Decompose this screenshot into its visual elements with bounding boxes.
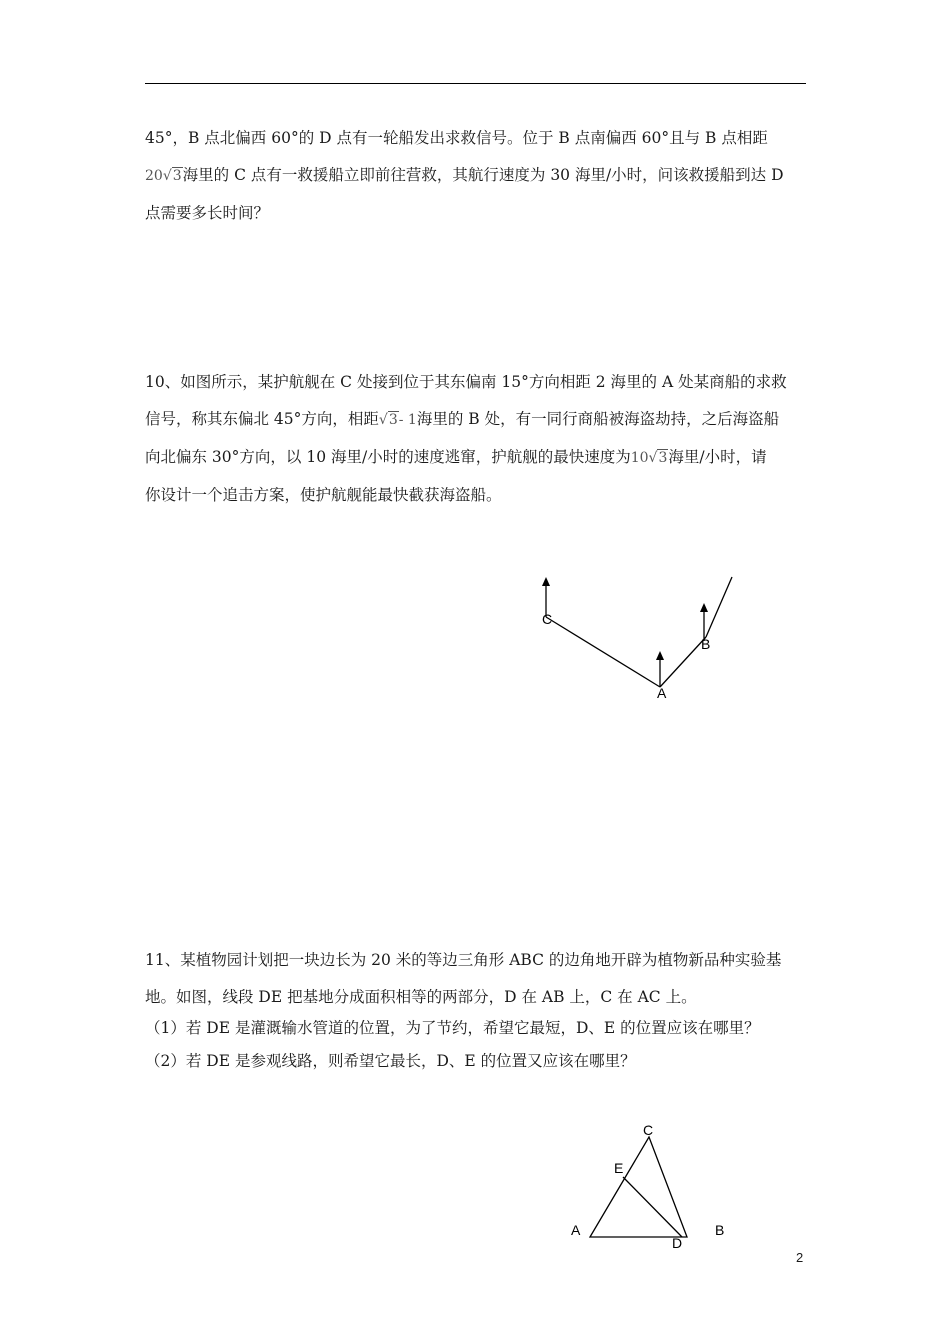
header-rule — [145, 83, 806, 84]
p9-line-1: 45°，B 点北偏西 60°的 D 点有一轮船发出求救信号。位于 B 点南偏西 60°且与 B 点相距 — [145, 129, 768, 147]
fig11-label-b: B — [715, 1222, 725, 1238]
p10-line-2: 信号，称其东偏北 45°方向，相距√3- 1海里的 B 处，有一同行商船被海盗劫持，之后海盗船 — [145, 410, 780, 428]
p10-line-3: 向北偏东 30°方向，以 10 海里/小时的速度逃窜，护航舰的最快速度为10√3海里/小时，请 — [145, 448, 767, 466]
fig11-label-a: A — [571, 1222, 581, 1238]
fig10-label-b: B — [701, 636, 711, 652]
p10-radicand-2: 3 — [658, 450, 668, 466]
fig11-label-c: C — [643, 1122, 654, 1138]
p10-line-3-a: 向北偏东 30°方向，以 10 海里/小时的速度逃窜，护航舰的最快速度为 — [145, 448, 631, 466]
p9-line-2-text: 海里的 C 点有一救援船立即前往营救，其航行速度为 30 海里/小时，问该救援船到达 D — [182, 166, 784, 184]
p11-line-2: 地。如图，线段 DE 把基地分成面积相等的两部分，D 在 AB 上，C 在 AC 上。 — [145, 988, 697, 1006]
p10-minus-one: - 1 — [398, 412, 417, 428]
fig11-label-e: E — [614, 1160, 624, 1176]
p10-line-2-a: 信号，称其东偏北 45°方向，相距 — [145, 410, 379, 428]
p9-line-2: 20√3海里的 C 点有一救援船立即前往营救，其航行速度为 30 海里/小时，问该救援船到达 D — [145, 166, 784, 184]
page-number: 2 — [796, 1250, 804, 1265]
p10-radicand-1: 3 — [388, 412, 398, 428]
p10-line-1: 10、如图所示，某护航舰在 C 处接到位于其东偏南 15°方向相距 2 海里的 A 处某商船的求救 — [145, 373, 787, 391]
p11-subquestion-1: （1）若 DE 是灌溉输水管道的位置，为了节约，希望它最短，D、E 的位置应该在哪里？ — [145, 1019, 760, 1037]
problem-10 — [145, 364, 810, 514]
p10-line-2-b: 海里的 B 处，有一同行商船被海盗劫持，之后海盗船 — [416, 410, 780, 428]
p9-radical-coef: 20 — [145, 168, 163, 184]
fig11-label-d: D — [672, 1235, 683, 1251]
p9-radicand: 3 — [172, 168, 182, 184]
p11-line-1: 11、某植物园计划把一块边长为 20 米的等边三角形 ABC 的边角地开辟为植物新品种实验基 — [145, 951, 782, 969]
p10-speed-coef: 10 — [630, 450, 649, 466]
p10-line-3-b: 海里/小时，请 — [668, 448, 767, 466]
figure-11-triangle — [560, 1115, 740, 1255]
fig10-label-c: C — [542, 611, 553, 627]
fig10-label-a: A — [657, 685, 667, 701]
p9-line-3: 点需要多长时间？ — [145, 204, 270, 222]
problem-9-continued — [145, 120, 810, 232]
problem-11 — [145, 942, 810, 1016]
p10-line-4: 你设计一个追击方案，使护航舰能最快截获海盗船。 — [145, 486, 502, 504]
figure-10-diagram — [520, 565, 750, 705]
p11-subquestion-2: （2）若 DE 是参观线路，则希望它最长，D、E 的位置又应该在哪里？ — [145, 1052, 636, 1070]
